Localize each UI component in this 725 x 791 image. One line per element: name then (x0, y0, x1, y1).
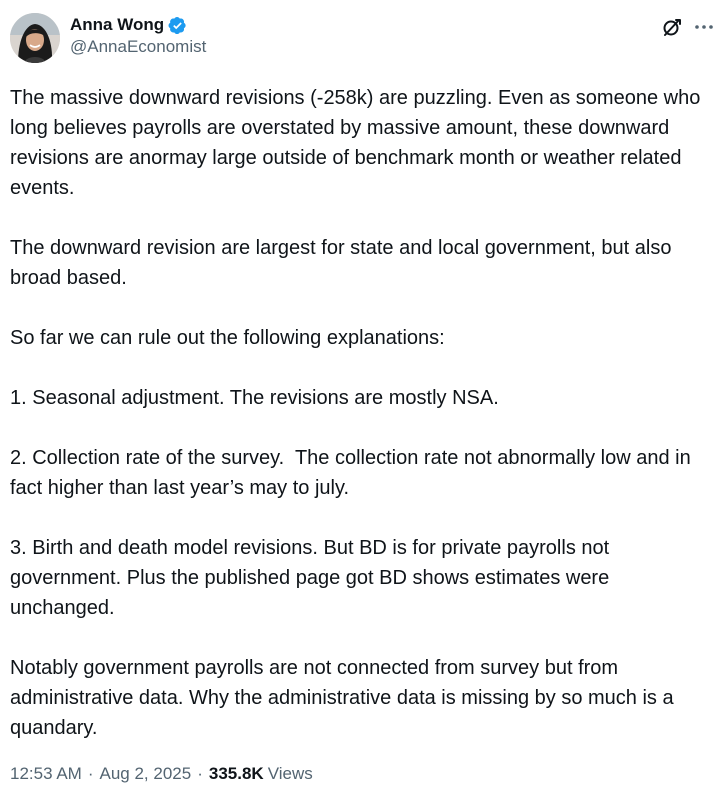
tweet-paragraph-3: So far we can rule out the following explanations: (10, 327, 445, 349)
author-identity (70, 14, 206, 57)
avatar-image (10, 13, 60, 63)
name-row (70, 14, 206, 36)
views-count[interactable]: 335.8K (208, 764, 264, 783)
tweet-header (10, 13, 206, 65)
meta-separator: · (197, 764, 203, 783)
avatar[interactable] (10, 13, 60, 63)
author-display-name[interactable]: Anna Wong (70, 15, 165, 34)
post-time[interactable]: 12:53 AM (10, 764, 82, 783)
tweet-paragraph-7: Notably government payrolls are not connected from survey but from administrative data. Why the administrative data is missing by so much is a quandary. (10, 657, 680, 739)
tweet-paragraph-2: The downward revision are largest for state and local government, but also broad based. (10, 237, 678, 289)
tweet-meta (10, 764, 313, 784)
more-options-icon[interactable] (693, 16, 715, 38)
top-actions (661, 16, 715, 38)
post-date[interactable]: Aug 2, 2025 (99, 764, 192, 783)
tweet-paragraph-5: 2. Collection rate of the survey. The collection rate not abnormally low and in fact higher than last year’s may to july. (10, 447, 697, 499)
tweet-paragraph-1: The massive downward revisions (-258k) are puzzling. Even as someone who long believes payrolls are overstated by massive amount, these downward revisions are anormay large outside of benchmark month or weather related events. (10, 87, 706, 199)
meta-separator: · (87, 764, 94, 783)
tweet-paragraph-6: 3. Birth and death model revisions. But BD is for private payrolls not government. Plus the published page got BD shows estimates were unchanged. (10, 537, 615, 619)
grok-icon[interactable] (661, 16, 683, 38)
author-handle[interactable]: @AnnaEconomist (70, 37, 207, 56)
verified-badge-icon[interactable] (168, 16, 187, 35)
tweet-paragraph-4: 1. Seasonal adjustment. The revisions are mostly NSA. (10, 387, 499, 409)
tweet-text (10, 83, 715, 743)
views-label: Views (267, 764, 313, 783)
